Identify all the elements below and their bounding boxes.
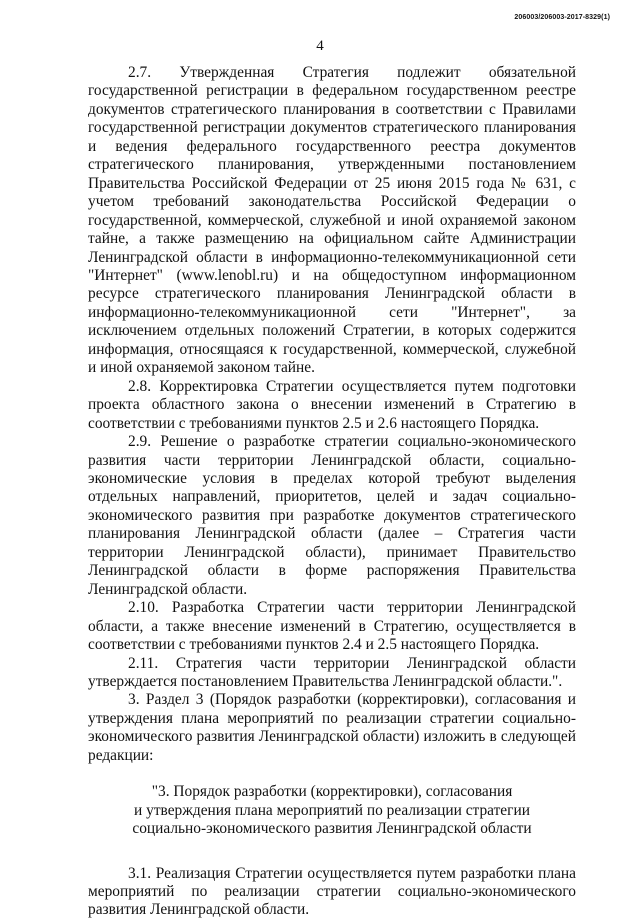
paragraph-3-1: 3.1. Реализация Стратегии осуществляется путем разработки плана мероприятий по реализации стратегии социально-экономического развития Ленинградской области. xyxy=(88,864,576,919)
document-body xyxy=(88,64,576,920)
page-number: 4 xyxy=(316,38,324,54)
section-heading-line-1: "3. Порядок разработки (корректировки), согласования xyxy=(151,783,513,801)
paragraph-2-11: 2.11. Стратегия части территории Ленинградской области утверждается постановлением Правительства Ленинградской области.". xyxy=(88,654,576,690)
section-heading-line-2: и утверждения плана мероприятий по реализации стратегии xyxy=(134,801,530,819)
paragraph-2-8: 2.8. Корректировка Стратегии осуществляется путем подготовки проекта областного закона о внесении изменений в Стратегию в соответствии с требованиями пунктов 2.5 и 2.6 настоящего Порядка. xyxy=(88,377,576,432)
section-heading-line-3: социально-экономического развития Ленинградской области xyxy=(132,820,532,838)
paragraph-2-7: 2.7. Утвержденная Стратегия подлежит обязательной государственной регистрации в федеральном государственном реестре документов стратегического планирования в соответствии с Правилами государственной регистрации документов стратегического планирования и ведения федерального государственного реестра документов стратегического планирования, утвержденными постановлением Правительства Российской Федерации от 25 июня 2015 года № 631, с учетом требований законодательства Российской Федерации о государственной, коммерческой, служебной и иной охраняемой законом тайне, а также размещению на официальном сайте Администрации Ленинградской области в информационно-телекоммуникационной сети "Интернет" (www.lenobl.ru) и на общедоступном информационном ресурсе стратегического планирования Ленинградской области в информационно-телекоммуникационной сети "Интернет", за исключением отдельных положений Стратегии, в которых содержится информация, относящаяся к государственной, коммерческой, служебной и иной охраняемой законом тайне. xyxy=(88,64,576,377)
section-heading xyxy=(88,783,576,838)
paragraph-3: 3. Раздел 3 (Порядок разработки (корректировки), согласования и утверждения плана мероприятий по реализации стратегии социально-экономического развития Ленинградской области) изложить в следующей редакции: xyxy=(88,691,576,764)
paragraph-2-9: 2.9. Решение о разработке стратегии социально-экономического развития части территории Ленинградской области, социально-экономические условия в пределах которой требуют выделения отдельных направлений, приоритетов, целей и задач социально-экономического развития при разработке документов стратегического планирования Ленинградской области (далее – Стратегия части территории Ленинградской области), принимает Правительство Ленинградской области в форме распоряжения Правительства Ленинградской области. xyxy=(88,433,576,598)
document-id: 206003/206003-2017-8329(1) xyxy=(514,14,610,21)
paragraph-2-10: 2.10. Разработка Стратегии части территории Ленинградской области, а также внесение изменений в Стратегию, осуществляется в соответствии с требованиями пунктов 2.4 и 2.5 настоящего Порядка. xyxy=(88,599,576,654)
